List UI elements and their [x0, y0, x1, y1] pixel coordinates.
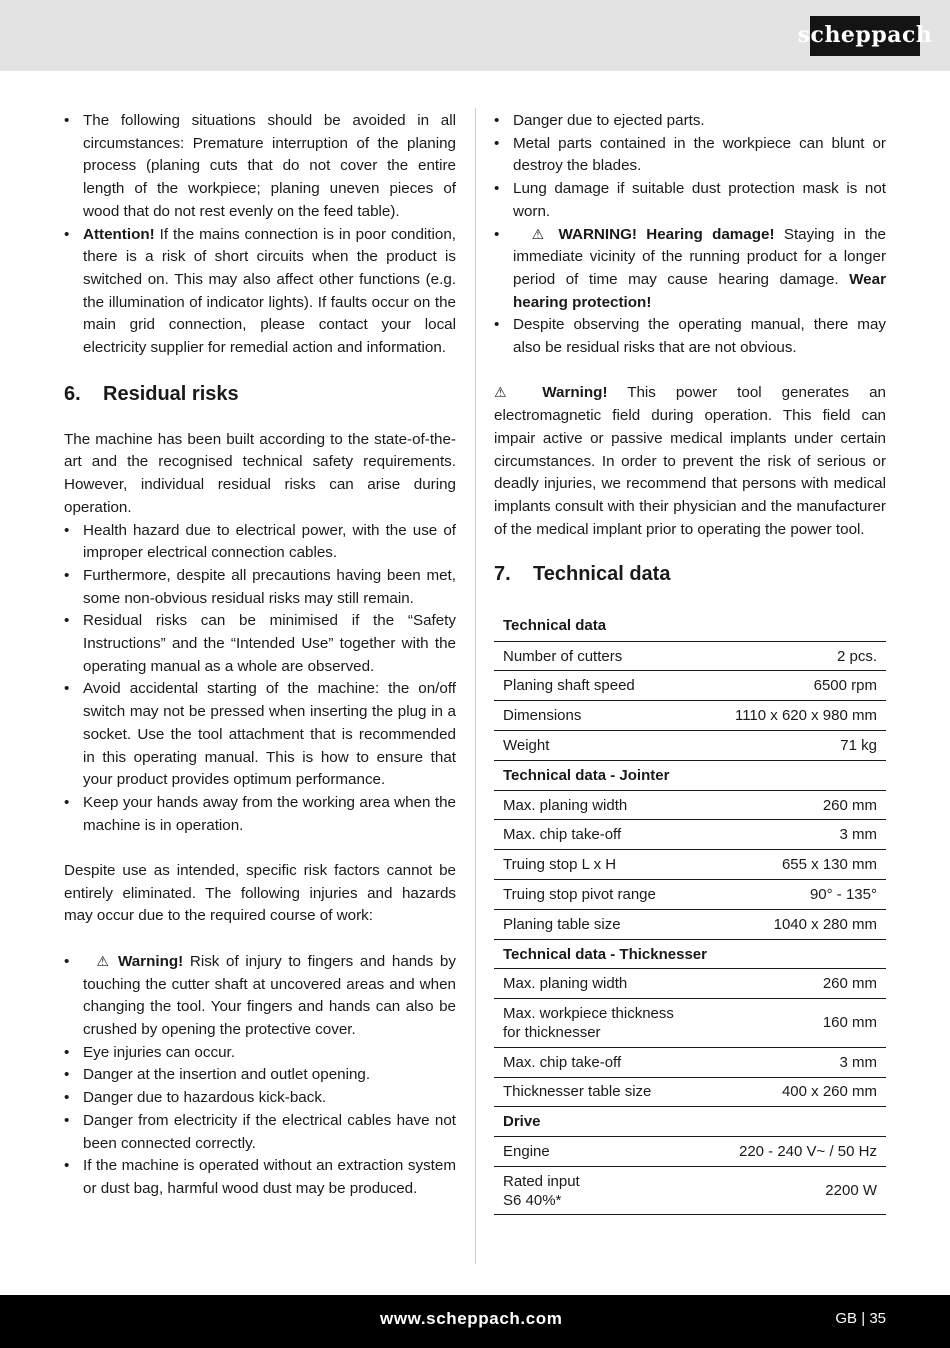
intro-list	[64, 110, 456, 360]
table-row: Weight 71 kg	[494, 731, 886, 761]
table-section-row: Technical data - Thicknesser	[494, 939, 886, 969]
section-title: Technical data	[533, 563, 671, 586]
left-column	[64, 110, 456, 1201]
table-row: Max. workpiece thickness for thicknesser 160 mm	[494, 999, 886, 1048]
technical-data-table	[494, 611, 886, 1215]
list-item: • Despite observing the operating manual, there may also be residual risks that are not obvious.	[494, 314, 886, 359]
page-header	[0, 0, 950, 71]
list-item: • Metal parts contained in the workpiece can blunt or destroy the blades.	[494, 133, 886, 178]
emf-warning-paragraph: ⚠ Warning! This power tool generates an electromagnetic field during operation. This field can impair active or passive medical implants under certain circumstances. In order to prevent the risk of serious or deadly injuries, we recommend that persons with medical implants consult with their physician and the manufacturer of the medical implant prior to operating the power tool.	[494, 384, 886, 538]
risk-factors-paragraph: Despite use as intended, specific risk factors cannot be entirely eliminated. The following injuries and hazards may occur due to the required course of work:	[64, 862, 456, 925]
list-item: • Eye injuries can occur.	[64, 1042, 456, 1065]
table-row: Engine 220 - 240 V~ / 50 Hz	[494, 1137, 886, 1167]
section-heading-6	[64, 381, 456, 407]
language-code: GB	[835, 1310, 858, 1327]
section-heading-7	[494, 561, 886, 587]
list-item: • Attention! If the mains connection is in poor condition, there is a risk of short circuits when the product is switched on. This may also affect other functions (e.g. the illumination of indicator lights). If faults occur on the main grid connection, please contact your local electricity supplier for remedial action and information.	[64, 224, 456, 360]
section-number: 7.	[494, 563, 511, 586]
table-section-row: Technical data - Jointer	[494, 760, 886, 790]
list-item: • Danger at the insertion and outlet opening.	[64, 1064, 456, 1087]
residual-risks-list	[64, 520, 456, 838]
column-divider	[475, 108, 476, 1264]
list-item: • Keep your hands away from the working area when the machine is in operation.	[64, 792, 456, 837]
list-item: • Lung damage if suitable dust protection mask is not worn.	[494, 178, 886, 223]
warning-triangle-icon: ⚠	[494, 385, 523, 402]
table-row: Truing stop pivot range 90° - 135°	[494, 880, 886, 910]
brand-logo: scheppach	[810, 16, 920, 56]
attention-label: Attention!	[83, 225, 155, 243]
list-item: • Danger from electricity if the electrical cables have not been connected correctly.	[64, 1110, 456, 1155]
table-row: Truing stop L x H 655 x 130 mm	[494, 850, 886, 880]
list-item: • Health hazard due to electrical power, with the use of improper electrical connection cables.	[64, 520, 456, 565]
hazards-list-continued	[494, 110, 886, 360]
page-separator: |	[861, 1310, 866, 1327]
table-row: Max. chip take-off 3 mm	[494, 1047, 886, 1077]
warning-triangle-icon: ⚠	[531, 226, 550, 243]
page-number: 35	[869, 1310, 886, 1327]
table-section-row: Drive	[494, 1107, 886, 1137]
table-row: Thicknesser table size 400 x 260 mm	[494, 1077, 886, 1107]
website-link[interactable]: www.scheppach.com	[380, 1309, 563, 1328]
table-row: Planing shaft speed 6500 rpm	[494, 671, 886, 701]
list-item: • If the machine is operated without an extraction system or dust bag, harmful wood dust may be produced.	[64, 1155, 456, 1200]
right-column	[494, 110, 886, 1215]
table-row: Rated input S6 40%* 2200 W	[494, 1166, 886, 1215]
section-number: 6.	[64, 382, 81, 405]
warning-triangle-icon: ⚠	[96, 953, 112, 970]
table-section-row: Technical data	[494, 611, 886, 641]
list-item: • Residual risks can be minimised if the “Safety Instructions” and the “Intended Use” together with the operating manual as a whole are observed.	[64, 610, 456, 678]
hazards-list	[64, 951, 456, 1201]
list-item: • Avoid accidental starting of the machine: the on/off switch may not be pressed when inserting the plug in a socket. Use the tool attachment that is recommended in this operating manual. This is how to ensure that your product provides optimum performance.	[64, 678, 456, 792]
table-row: Planing table size 1040 x 280 mm	[494, 909, 886, 939]
list-item: • ⚠ WARNING! Hearing damage! Staying in the immediate vicinity of the running product for a longer period of time may cause hearing damage. Wear hearing protection!	[494, 224, 886, 315]
residual-risks-intro: The machine has been built according to the state-of-the-art and the recognised technical safety requirements. However, individual residual risks can arise during operation.	[64, 430, 456, 516]
list-item: • Furthermore, despite all precautions having been met, some non-obvious residual risks may still remain.	[64, 565, 456, 610]
list-item: • The following situations should be avoided in all circumstances: Premature interruption of the planing process (planing cuts that do not cover the entire length of the workpiece; planing uneven pieces of wood that do not rest evenly on the feed table).	[64, 110, 456, 224]
table-row: Max. chip take-off 3 mm	[494, 820, 886, 850]
list-item: • ⚠ Warning! Risk of injury to fingers and hands by touching the cutter shaft at uncovered areas and when changing the tool. Your fingers and hands can also be crushed by opening the protective cover.	[64, 951, 456, 1042]
list-item: • Danger due to ejected parts.	[494, 110, 886, 133]
list-item: • Danger due to hazardous kick-back.	[64, 1087, 456, 1110]
table-row: Dimensions 1110 x 620 x 980 mm	[494, 701, 886, 731]
page-indicator	[835, 1310, 886, 1327]
table-row: Max. planing width 260 mm	[494, 790, 886, 820]
section-title: Residual risks	[103, 382, 239, 405]
table-row: Number of cutters 2 pcs.	[494, 641, 886, 671]
table-row: Max. planing width 260 mm	[494, 969, 886, 999]
page-footer	[0, 1295, 950, 1348]
